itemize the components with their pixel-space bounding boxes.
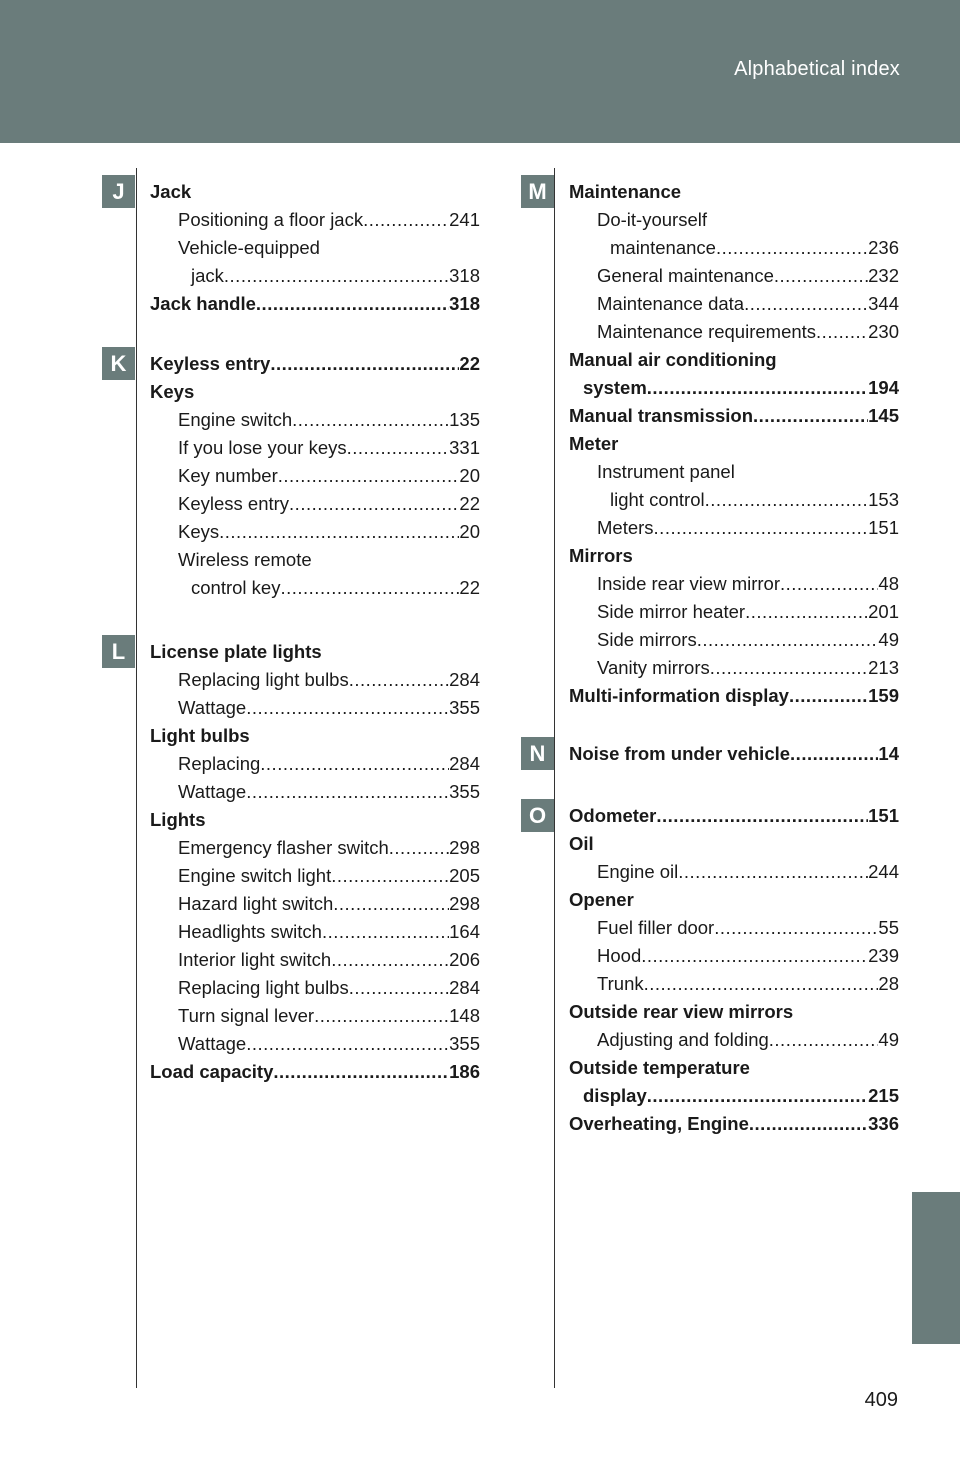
entry-page-ref: 148 xyxy=(449,1005,480,1026)
leader-dots xyxy=(270,350,459,378)
index-entry xyxy=(150,694,480,722)
entry-page-ref: 230 xyxy=(868,321,899,342)
page-header xyxy=(0,0,960,143)
section-letter-badge: M xyxy=(521,175,554,208)
entry-text: maintenance xyxy=(610,237,716,258)
leader-dots xyxy=(790,740,878,768)
index-entry xyxy=(150,490,480,518)
entry-page-ref: 355 xyxy=(449,781,480,802)
entry-text: Maintenance xyxy=(569,181,682,202)
entry-page-ref: 298 xyxy=(449,893,480,914)
entry-page-ref: 48 xyxy=(878,573,899,594)
index-entry xyxy=(150,206,480,234)
leader-dots xyxy=(774,262,868,290)
entry-text: Wattage xyxy=(178,1033,247,1054)
index-entry xyxy=(569,802,899,830)
index-entry xyxy=(569,542,899,570)
entry-text: Side mirror heater xyxy=(597,601,746,622)
entry-page-ref: 22 xyxy=(459,577,480,598)
entry-page-ref: 186 xyxy=(449,1061,480,1082)
entry-page-ref: 213 xyxy=(868,657,899,678)
entry-text: Overheating, Engine xyxy=(569,1113,749,1134)
index-entry xyxy=(569,942,899,970)
entry-page-ref: 153 xyxy=(868,489,899,510)
entry-text: Jack handle xyxy=(150,293,256,314)
index-entry xyxy=(150,946,480,974)
index-entry xyxy=(569,178,899,206)
index-entry xyxy=(150,518,480,546)
section-letter-badge: L xyxy=(102,635,135,668)
entry-page-ref: 151 xyxy=(868,805,899,826)
index-entry xyxy=(150,262,480,290)
entry-page-ref: 206 xyxy=(449,949,480,970)
entry-page-ref: 55 xyxy=(878,917,899,938)
entry-text: Keys xyxy=(150,381,195,402)
leader-dots xyxy=(260,750,449,778)
leader-dots xyxy=(654,514,869,542)
entry-page-ref: 284 xyxy=(449,753,480,774)
page-number: 409 xyxy=(864,1389,898,1411)
entry-text: Lights xyxy=(150,809,206,830)
index-entry xyxy=(569,374,899,402)
leader-dots xyxy=(349,666,449,694)
entry-page-ref: 164 xyxy=(449,921,480,942)
leader-dots xyxy=(789,682,868,710)
leader-dots xyxy=(780,570,878,598)
index-entry xyxy=(569,514,899,542)
entry-page-ref: 215 xyxy=(868,1085,899,1106)
index-entry xyxy=(150,350,480,378)
section-letter-badge: O xyxy=(521,799,554,832)
index-entry xyxy=(569,570,899,598)
leader-dots xyxy=(816,318,868,346)
entry-page-ref: 298 xyxy=(449,837,480,858)
entry-text: Hood xyxy=(597,945,642,966)
entry-text: Odometer xyxy=(569,805,657,826)
index-entry xyxy=(569,998,899,1026)
index-entry xyxy=(569,262,899,290)
entry-page-ref: 244 xyxy=(868,861,899,882)
entry-text: Adjusting and folding xyxy=(597,1029,769,1050)
index-entry xyxy=(569,914,899,942)
section-letter-badge: N xyxy=(521,737,554,770)
entry-page-ref: 201 xyxy=(868,601,899,622)
index-entry xyxy=(569,290,899,318)
entry-text: Replacing light bulbs xyxy=(178,977,349,998)
leader-dots xyxy=(769,1026,879,1054)
index-entry xyxy=(569,830,899,858)
index-entry xyxy=(569,598,899,626)
leader-dots xyxy=(331,946,449,974)
leader-dots xyxy=(331,862,449,890)
leader-dots xyxy=(705,486,869,514)
entry-page-ref: 284 xyxy=(449,977,480,998)
entry-text: Hazard light switch xyxy=(178,893,334,914)
entry-page-ref: 336 xyxy=(868,1113,899,1134)
entry-text: Fuel filler door xyxy=(597,917,715,938)
index-entry xyxy=(569,1110,899,1138)
entry-text: Interior light switch xyxy=(178,949,332,970)
leader-dots xyxy=(716,234,868,262)
leader-dots xyxy=(333,890,449,918)
entry-page-ref: 239 xyxy=(868,945,899,966)
index-entry xyxy=(150,890,480,918)
index-entry xyxy=(569,1054,899,1082)
entry-page-ref: 232 xyxy=(868,265,899,286)
entry-text: Wireless remote xyxy=(178,549,312,570)
leader-dots xyxy=(349,974,449,1002)
entry-text: Outside temperature xyxy=(569,1057,750,1078)
index-section-k xyxy=(110,350,480,602)
leader-dots xyxy=(224,262,449,290)
column-divider-right xyxy=(554,168,555,1388)
index-entry xyxy=(150,666,480,694)
leader-dots xyxy=(710,654,868,682)
index-entry xyxy=(150,406,480,434)
entry-page-ref: 28 xyxy=(878,973,899,994)
entry-text: Noise from under vehicle xyxy=(569,743,791,764)
entry-text: Engine oil xyxy=(597,861,679,882)
index-entry xyxy=(150,178,480,206)
entry-text: Outside rear view mirrors xyxy=(569,1001,794,1022)
index-entry xyxy=(569,1026,899,1054)
leader-dots xyxy=(246,778,449,806)
entry-text: Multi-information display xyxy=(569,685,789,706)
entry-text: Engine switch light xyxy=(178,865,332,886)
entry-text: Instrument panel xyxy=(597,461,735,482)
entry-text: Trunk xyxy=(597,973,644,994)
leader-dots xyxy=(647,374,868,402)
leader-dots xyxy=(280,574,459,602)
entry-page-ref: 22 xyxy=(459,353,480,374)
entry-text: License plate lights xyxy=(150,641,322,662)
entry-text: Maintenance data xyxy=(597,293,745,314)
leader-dots xyxy=(641,942,868,970)
entry-text: Manual air conditioning xyxy=(569,349,777,370)
entry-page-ref: 241 xyxy=(449,209,480,230)
entry-page-ref: 355 xyxy=(449,1033,480,1054)
leader-dots xyxy=(678,858,868,886)
leader-dots xyxy=(644,970,879,998)
leader-dots xyxy=(389,834,449,862)
chapter-tab xyxy=(912,1192,960,1344)
leader-dots xyxy=(749,1110,868,1138)
leader-dots xyxy=(745,598,868,626)
index-entry xyxy=(569,654,899,682)
entry-text: Keys xyxy=(178,521,220,542)
index-entry xyxy=(569,682,899,710)
index-section-l xyxy=(111,638,480,1086)
index-entry xyxy=(150,750,480,778)
index-entry xyxy=(569,318,899,346)
index-entry xyxy=(150,722,480,750)
index-entry xyxy=(150,1002,480,1030)
leader-dots xyxy=(289,490,459,518)
index-entry xyxy=(150,1058,480,1086)
index-entry xyxy=(569,402,899,430)
index-entry xyxy=(569,970,899,998)
leader-dots xyxy=(363,206,449,234)
index-entry xyxy=(569,458,899,486)
index-section-o xyxy=(528,802,899,1138)
leader-dots xyxy=(753,402,868,430)
index-entry xyxy=(569,626,899,654)
entry-text: Oil xyxy=(569,833,594,854)
index-entry xyxy=(150,290,480,318)
entry-page-ref: 20 xyxy=(459,521,480,542)
entry-text: Load capacity xyxy=(150,1061,274,1082)
entry-text: Mirrors xyxy=(569,545,633,566)
leader-dots xyxy=(256,290,449,318)
section-letter-badge: K xyxy=(102,347,135,380)
index-entry xyxy=(569,858,899,886)
index-entry xyxy=(150,434,480,462)
index-entry xyxy=(150,862,480,890)
index-entry xyxy=(150,378,480,406)
entry-page-ref: 205 xyxy=(449,865,480,886)
index-entry xyxy=(569,346,899,374)
entry-text: Wattage xyxy=(178,697,247,718)
leader-dots xyxy=(314,1002,449,1030)
entry-page-ref: 135 xyxy=(449,409,480,430)
index-entry xyxy=(150,918,480,946)
leader-dots xyxy=(246,1030,449,1058)
index-section-m xyxy=(528,178,899,710)
entry-text: system xyxy=(583,377,647,398)
entry-text: display xyxy=(583,1085,647,1106)
index-entry xyxy=(150,778,480,806)
index-entry xyxy=(569,740,899,768)
entry-text: light control xyxy=(610,489,705,510)
leader-dots xyxy=(656,802,868,830)
entry-text: Keyless entry xyxy=(150,353,271,374)
entry-text: Maintenance requirements xyxy=(597,321,817,342)
entry-text: Turn signal lever xyxy=(178,1005,315,1026)
entry-text: Side mirrors xyxy=(597,629,697,650)
entry-text: If you lose your keys xyxy=(178,437,347,458)
entry-page-ref: 22 xyxy=(459,493,480,514)
entry-text: Vanity mirrors xyxy=(597,657,710,678)
entry-page-ref: 355 xyxy=(449,697,480,718)
index-section-n xyxy=(529,740,899,768)
entry-text: Emergency flasher switch xyxy=(178,837,389,858)
leader-dots xyxy=(714,914,878,942)
entry-text: jack xyxy=(191,265,224,286)
entry-page-ref: 49 xyxy=(878,1029,899,1050)
leader-dots xyxy=(292,406,449,434)
entry-text: Replacing xyxy=(178,753,261,774)
entry-text: Keyless entry xyxy=(178,493,290,514)
index-entry xyxy=(569,486,899,514)
entry-text: Vehicle-equipped xyxy=(178,237,320,258)
leader-dots xyxy=(647,1082,868,1110)
index-entry xyxy=(569,430,899,458)
entry-page-ref: 20 xyxy=(459,465,480,486)
entry-text: Positioning a floor jack xyxy=(178,209,364,230)
entry-text: Jack xyxy=(150,181,192,202)
entry-page-ref: 344 xyxy=(868,293,899,314)
entry-page-ref: 236 xyxy=(868,237,899,258)
entry-text: Headlights switch xyxy=(178,921,322,942)
entry-text: Meters xyxy=(597,517,654,538)
entry-text: Replacing light bulbs xyxy=(178,669,349,690)
index-entry xyxy=(150,462,480,490)
entry-text: Light bulbs xyxy=(150,725,250,746)
leader-dots xyxy=(347,434,449,462)
leader-dots xyxy=(219,518,459,546)
entry-page-ref: 331 xyxy=(449,437,480,458)
index-entry xyxy=(150,574,480,602)
index-entry xyxy=(569,886,899,914)
leader-dots xyxy=(322,918,449,946)
entry-page-ref: 151 xyxy=(868,517,899,538)
leader-dots xyxy=(697,626,879,654)
entry-text: Meter xyxy=(569,433,619,454)
entry-page-ref: 194 xyxy=(868,377,899,398)
entry-page-ref: 145 xyxy=(868,405,899,426)
index-entry xyxy=(150,834,480,862)
column-divider-left xyxy=(136,168,137,1388)
index-entry xyxy=(150,234,480,262)
entry-text: control key xyxy=(191,577,281,598)
index-entry xyxy=(150,974,480,1002)
entry-text: General maintenance xyxy=(597,265,774,286)
index-section-j xyxy=(112,178,480,318)
entry-text: Manual transmission xyxy=(569,405,754,426)
entry-text: Inside rear view mirror xyxy=(597,573,780,594)
index-entry xyxy=(150,546,480,574)
entry-text: Opener xyxy=(569,889,634,910)
entry-page-ref: 159 xyxy=(868,685,899,706)
index-entry xyxy=(569,234,899,262)
leader-dots xyxy=(744,290,868,318)
entry-text: Wattage xyxy=(178,781,247,802)
entry-text: Key number xyxy=(178,465,278,486)
leader-dots xyxy=(273,1058,449,1086)
section-title: Alphabetical index xyxy=(734,58,900,80)
entry-page-ref: 318 xyxy=(449,293,480,314)
entry-text: Do-it-yourself xyxy=(597,209,707,230)
index-entry xyxy=(569,206,899,234)
section-letter-badge: J xyxy=(102,175,135,208)
index-entry xyxy=(569,1082,899,1110)
leader-dots xyxy=(278,462,460,490)
entry-page-ref: 14 xyxy=(878,743,899,764)
entry-page-ref: 284 xyxy=(449,669,480,690)
entry-page-ref: 318 xyxy=(449,265,480,286)
index-entry xyxy=(150,806,480,834)
leader-dots xyxy=(246,694,449,722)
index-entry xyxy=(150,1030,480,1058)
entry-text: Engine switch xyxy=(178,409,293,430)
index-entry xyxy=(150,638,480,666)
entry-page-ref: 49 xyxy=(878,629,899,650)
